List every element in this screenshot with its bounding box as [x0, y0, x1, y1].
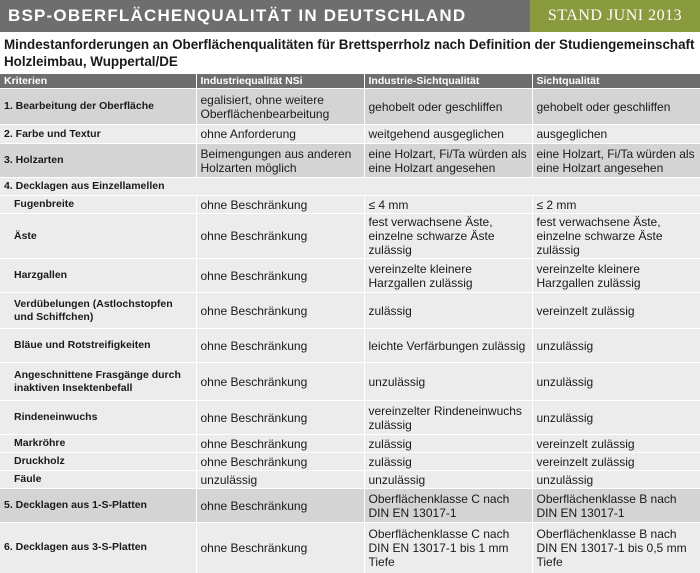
section-row: [0, 178, 700, 196]
nsi-cell: ohne Beschränkung: [196, 363, 364, 401]
criterion-cell: Druckholz: [0, 453, 196, 471]
si-cell: ≤ 2 mm: [532, 196, 700, 214]
isi-cell: zulässig: [364, 453, 532, 471]
column-header-isi: Industrie-Sichtqualität: [364, 74, 532, 89]
si-cell: vereinzelte kleinere Harzgallen zulässig: [532, 259, 700, 293]
header-bar: [0, 0, 700, 32]
isi-cell: unzulässig: [364, 363, 532, 401]
si-cell: Oberflächenklasse B nach DIN EN 13017-1: [532, 489, 700, 523]
criterion-cell: Fäule: [0, 471, 196, 489]
si-cell: ausgeglichen: [532, 125, 700, 144]
criterion-cell: Markröhre: [0, 435, 196, 453]
si-cell: unzulässig: [532, 471, 700, 489]
nsi-cell: ohne Beschränkung: [196, 259, 364, 293]
table-header-row: [0, 74, 700, 89]
table-row: [0, 259, 700, 293]
isi-cell: zulässig: [364, 435, 532, 453]
criterion-cell: 2. Farbe und Textur: [0, 125, 196, 144]
nsi-cell: ohne Beschränkung: [196, 196, 364, 214]
si-cell: unzulässig: [532, 401, 700, 435]
criterion-cell: Harzgallen: [0, 259, 196, 293]
nsi-cell: unzulässig: [196, 471, 364, 489]
table-row: [0, 435, 700, 453]
isi-cell: unzulässig: [364, 471, 532, 489]
table-row: [0, 329, 700, 363]
criterion-cell: Rindeneinwuchs: [0, 401, 196, 435]
si-cell: vereinzelt zulässig: [532, 293, 700, 329]
column-header-nsi: Industriequalität NSi: [196, 74, 364, 89]
nsi-cell: ohne Beschränkung: [196, 401, 364, 435]
nsi-cell: egalisiert, ohne weitere Oberflächenbearbeitung: [196, 89, 364, 125]
criterion-cell: Bläue und Rotstreifigkeiten: [0, 329, 196, 363]
table-row: [0, 363, 700, 401]
isi-cell: ≤ 4 mm: [364, 196, 532, 214]
isi-cell: fest verwachsene Äste, einzelne schwarze Äste zulässig: [364, 214, 532, 259]
isi-cell: vereinzelte kleinere Harzgallen zulässig: [364, 259, 532, 293]
column-header-si: Sichtqualität: [532, 74, 700, 89]
table-row: [0, 453, 700, 471]
table-row: [0, 214, 700, 259]
nsi-cell: Beimengungen aus anderen Holzarten möglich: [196, 144, 364, 178]
table-row: [0, 489, 700, 523]
quality-table: [0, 74, 700, 573]
nsi-cell: ohne Beschränkung: [196, 435, 364, 453]
criterion-cell: Fugenbreite: [0, 196, 196, 214]
section-heading: 4. Decklagen aus Einzellamellen: [0, 178, 700, 196]
si-cell: vereinzelt zulässig: [532, 435, 700, 453]
isi-cell: eine Holzart, Fi/Ta würden als eine Holzart angesehen: [364, 144, 532, 178]
isi-cell: Oberflächenklasse C nach DIN EN 13017-1: [364, 489, 532, 523]
si-cell: unzulässig: [532, 329, 700, 363]
nsi-cell: ohne Beschränkung: [196, 453, 364, 471]
criterion-cell: Äste: [0, 214, 196, 259]
nsi-cell: ohne Beschränkung: [196, 293, 364, 329]
isi-cell: zulässig: [364, 293, 532, 329]
criterion-cell: Angeschnittene Frasgänge durch inaktiven Insektenbefall: [0, 363, 196, 401]
nsi-cell: ohne Beschränkung: [196, 329, 364, 363]
nsi-cell: ohne Beschränkung: [196, 523, 364, 573]
si-cell: vereinzelt zulässig: [532, 453, 700, 471]
isi-cell: leichte Verfärbungen zulässig: [364, 329, 532, 363]
table-row: [0, 196, 700, 214]
table-row: [0, 89, 700, 125]
table-row: [0, 523, 700, 573]
criterion-cell: 6. Decklagen aus 3-S-Platten: [0, 523, 196, 573]
si-cell: fest verwachsene Äste, einzelne schwarze Äste zulässig: [532, 214, 700, 259]
si-cell: eine Holzart, Fi/Ta würden als eine Holzart angesehen: [532, 144, 700, 178]
isi-cell: vereinzelter Rindeneinwuchs zulässig: [364, 401, 532, 435]
criterion-cell: 5. Decklagen aus 1-S-Platten: [0, 489, 196, 523]
nsi-cell: ohne Beschränkung: [196, 489, 364, 523]
table-row: [0, 125, 700, 144]
nsi-cell: ohne Beschränkung: [196, 214, 364, 259]
si-cell: gehobelt oder geschliffen: [532, 89, 700, 125]
isi-cell: gehobelt oder geschliffen: [364, 89, 532, 125]
table-row: [0, 293, 700, 329]
isi-cell: Oberflächenklasse C nach DIN EN 13017-1 bis 1 mm Tiefe: [364, 523, 532, 573]
table-row: [0, 144, 700, 178]
nsi-cell: ohne Anforderung: [196, 125, 364, 144]
table-row: [0, 401, 700, 435]
table-caption: Mindestanforderungen an Oberflächenqualitäten für Brettsperrholz nach Definition der Studiengemeinschaft Holzleimbau, Wuppertal/DE: [4, 37, 695, 69]
criterion-cell: 3. Holzarten: [0, 144, 196, 178]
si-cell: unzulässig: [532, 363, 700, 401]
criterion-cell: 1. Bearbeitung der Oberfläche: [0, 89, 196, 125]
page-title: BSP-OBERFLÄCHENQUALITÄT IN DEUTSCHLAND: [0, 0, 530, 32]
date-badge: STAND JUNI 2013: [530, 0, 700, 32]
isi-cell: weitgehend ausgeglichen: [364, 125, 532, 144]
table-row: [0, 471, 700, 489]
si-cell: Oberflächenklasse B nach DIN EN 13017-1 bis 0,5 mm Tiefe: [532, 523, 700, 573]
column-header-kriterien: Kriterien: [0, 74, 196, 89]
criterion-cell: Verdübelungen (Astlochstopfen und Schiffchen): [0, 293, 196, 329]
